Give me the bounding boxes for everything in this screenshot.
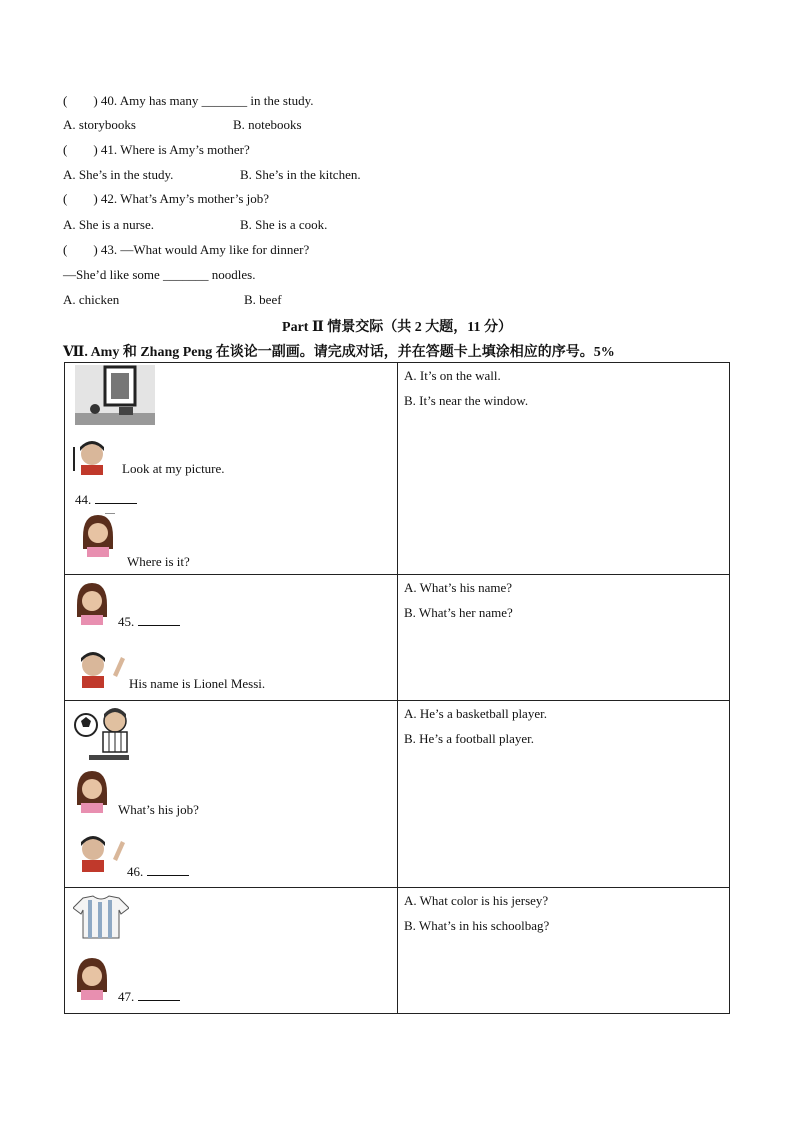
- girl-avatar-icon: [79, 513, 117, 557]
- dialogue-left-cell: [65, 363, 398, 575]
- boy-avatar-icon: [73, 647, 129, 689]
- option-a: A. She is a nurse.: [63, 217, 154, 232]
- answer-blank-47[interactable]: [118, 989, 180, 1005]
- blank-line: [95, 492, 137, 504]
- dialogue-left-cell: [65, 701, 398, 888]
- option-b[interactable]: B. He’s a football player.: [404, 731, 534, 746]
- question-number: 45.: [118, 614, 135, 629]
- dialogue-line: Look at my picture.: [122, 461, 225, 476]
- question-number: 46.: [127, 864, 144, 879]
- dialogue-line: His name is Lionel Messi.: [129, 676, 266, 691]
- girl-avatar-icon: [73, 769, 111, 813]
- dialogue-options-cell: [398, 701, 730, 888]
- part-heading: Part Ⅱ 情景交际（共 2 大题，11 分）: [282, 320, 512, 335]
- option-a[interactable]: A. What color is his jersey?: [404, 893, 549, 908]
- dialogue-options-cell: [398, 363, 730, 575]
- option-a: A. chicken: [63, 292, 120, 307]
- blank-line: [147, 864, 189, 876]
- section-title: Ⅶ. Amy 和 Zhang Peng 在谈论一副画。请完成对话，并在答题卡上填涂相应的序号。5%: [63, 345, 615, 360]
- dialogue-row: [65, 363, 730, 575]
- question-42: ( ) 42. What’s Amy’s mother’s job?: [63, 191, 270, 206]
- question-number: 44.: [75, 492, 92, 507]
- dialogue-left-cell: [65, 888, 398, 1014]
- question-41: ( ) 41. Where is Amy’s mother?: [63, 142, 250, 157]
- question-number: 47.: [118, 989, 135, 1004]
- dialogue-left-cell: [65, 575, 398, 701]
- boy-avatar-icon: [73, 831, 129, 873]
- dialogue-line: Where is it?: [127, 554, 190, 569]
- answer-blank-45[interactable]: [118, 614, 180, 630]
- option-b: B. She’s in the kitchen.: [240, 167, 361, 182]
- option-a[interactable]: A. He’s a basketball player.: [404, 706, 547, 721]
- blank-line: [138, 614, 180, 626]
- dialogue-options-cell: [398, 888, 730, 1014]
- option-a[interactable]: A. It’s on the wall.: [404, 368, 501, 383]
- dialogue-options-cell: [398, 575, 730, 701]
- dialogue-row: [65, 888, 730, 1014]
- answer-blank-46[interactable]: [127, 864, 189, 880]
- option-a: A. storybooks: [63, 117, 136, 132]
- blank-line: [138, 989, 180, 1001]
- option-b[interactable]: B. It’s near the window.: [404, 393, 529, 408]
- question-43-response: —She’d like some _______ noodles.: [63, 267, 256, 282]
- question-43: ( ) 43. —What would Amy like for dinner?: [63, 242, 310, 257]
- option-a: A. She’s in the study.: [63, 167, 174, 182]
- option-b: B. She is a cook.: [240, 217, 328, 232]
- option-a[interactable]: A. What’s his name?: [404, 580, 513, 595]
- option-b[interactable]: B. What’s her name?: [404, 605, 513, 620]
- option-b: B. beef: [244, 292, 282, 307]
- girl-avatar-icon: [73, 581, 111, 625]
- girl-avatar-icon: [73, 956, 111, 1000]
- dialogue-line: What’s his job?: [118, 802, 199, 817]
- option-b[interactable]: B. What’s in his schoolbag?: [404, 918, 550, 933]
- picture-on-wall-icon: [75, 365, 155, 425]
- answer-blank-44[interactable]: [75, 492, 137, 508]
- dialogue-row: [65, 701, 730, 888]
- dialogue-table: [64, 362, 730, 1014]
- option-b: B. notebooks: [233, 117, 302, 132]
- question-40: ( ) 40. Amy has many _______ in the study.: [63, 93, 314, 108]
- football-player-icon: [73, 705, 135, 761]
- dialogue-row: [65, 575, 730, 701]
- boy-avatar-icon: [73, 437, 111, 475]
- jersey-icon: [73, 894, 129, 940]
